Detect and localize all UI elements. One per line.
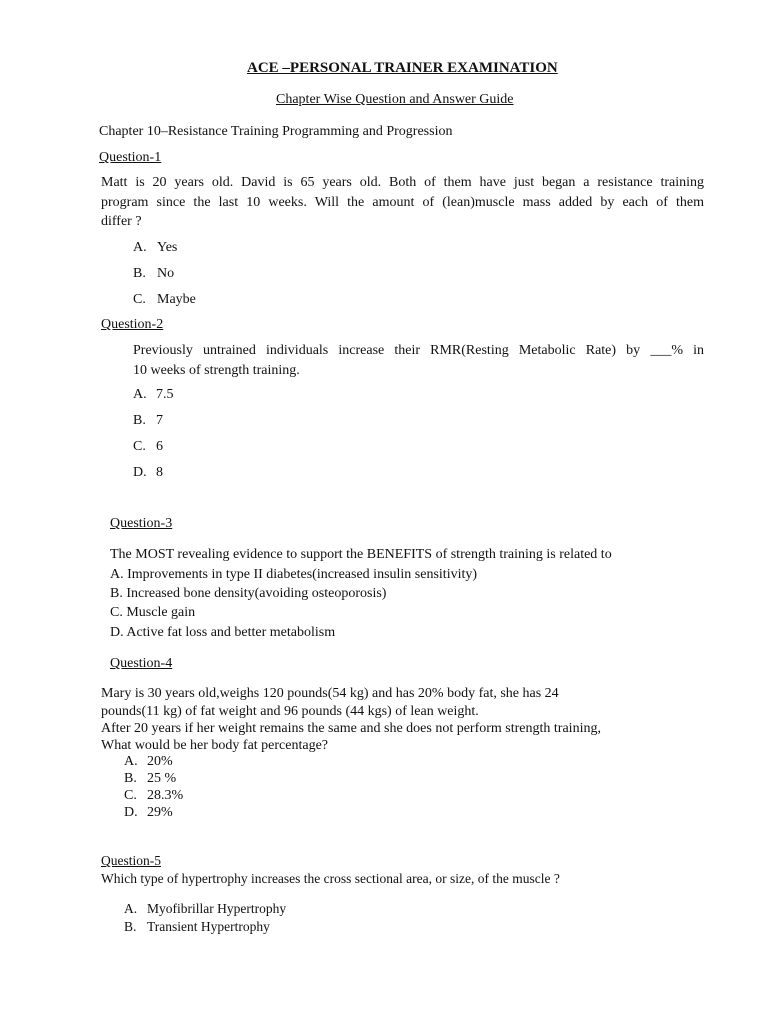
option-text: 28.3% bbox=[147, 788, 184, 803]
question-4-line: What would be her body fat percentage? bbox=[101, 738, 329, 753]
option-text: Transient Hypertrophy bbox=[147, 919, 270, 934]
question-1-label: Question-1 bbox=[99, 150, 162, 165]
question-3-option: C. Muscle gain bbox=[110, 605, 196, 620]
option-letter: A. bbox=[133, 240, 147, 255]
chapter-heading: Chapter 10–Resistance Training Programming and Progression bbox=[99, 124, 453, 139]
option-letter: C. bbox=[133, 439, 146, 454]
option-text: 8 bbox=[156, 465, 163, 480]
option-letter: B. bbox=[133, 413, 146, 428]
question-3-option: D. Active fat loss and better metabolism bbox=[110, 625, 336, 640]
option-text: 6 bbox=[156, 439, 163, 454]
question-1-stem bbox=[101, 173, 704, 232]
option-letter: A. bbox=[133, 387, 147, 402]
question-2-line: 10 weeks of strength training. bbox=[133, 362, 300, 378]
option-text: 7 bbox=[156, 413, 163, 428]
option-letter: B. bbox=[133, 266, 146, 281]
option-letter: A. bbox=[124, 754, 138, 769]
question-4-line: After 20 years if her weight remains the same and she does not perform strength training, bbox=[101, 721, 601, 736]
question-4-line: pounds(11 kg) of fat weight and 96 pounds (44 kgs) of lean weight. bbox=[101, 704, 479, 719]
option-text: Myofibrillar Hypertrophy bbox=[147, 901, 287, 916]
question-2-stem bbox=[133, 341, 704, 380]
option-letter: A. bbox=[124, 901, 138, 916]
option-text: Yes bbox=[157, 240, 178, 255]
question-3-stem: The MOST revealing evidence to support the BENEFITS of strength training is related to bbox=[110, 547, 612, 562]
option-text: 20% bbox=[147, 754, 173, 769]
option-text: No bbox=[157, 266, 175, 281]
question-4-label: Question-4 bbox=[110, 656, 173, 671]
option-letter: C. bbox=[133, 292, 146, 307]
option-letter: D. bbox=[124, 805, 138, 820]
question-3-label: Question-3 bbox=[110, 516, 173, 531]
option-text: Maybe bbox=[157, 292, 196, 307]
option-letter: C. bbox=[124, 788, 137, 803]
question-1-line: differ ? bbox=[101, 214, 142, 229]
question-4-line: Mary is 30 years old,weighs 120 pounds(54 kg) and has 20% body fat, she has 24 bbox=[101, 686, 559, 701]
option-text: 29% bbox=[147, 805, 173, 820]
question-5-label: Question-5 bbox=[101, 853, 161, 868]
question-3-option: B. Increased bone density(avoiding osteoporosis) bbox=[110, 586, 387, 601]
document-subtitle: Chapter Wise Question and Answer Guide bbox=[276, 92, 514, 107]
question-3-option: A. Improvements in type II diabetes(increased insulin sensitivity) bbox=[110, 567, 478, 582]
question-5-stem: Which type of hypertrophy increases the cross sectional area, or size, of the muscle ? bbox=[101, 871, 560, 886]
option-letter: B. bbox=[124, 919, 137, 934]
question-1-line: Matt is 20 years old. David is 65 years old. Both of them have just began a resistance training bbox=[101, 175, 704, 190]
option-letter: B. bbox=[124, 771, 137, 786]
question-1-line: program since the last 10 weeks. Will the amount of (lean)muscle mass added by each of them bbox=[101, 194, 704, 210]
question-2-label: Question-2 bbox=[101, 317, 164, 332]
option-letter: D. bbox=[133, 465, 147, 480]
document-title: ACE –PERSONAL TRAINER EXAMINATION bbox=[247, 60, 558, 76]
option-text: 7.5 bbox=[156, 387, 174, 402]
question-2-line: Previously untrained individuals increase their RMR(Resting Metabolic Rate) by ___% in bbox=[133, 343, 704, 358]
option-text: 25 % bbox=[147, 771, 177, 786]
